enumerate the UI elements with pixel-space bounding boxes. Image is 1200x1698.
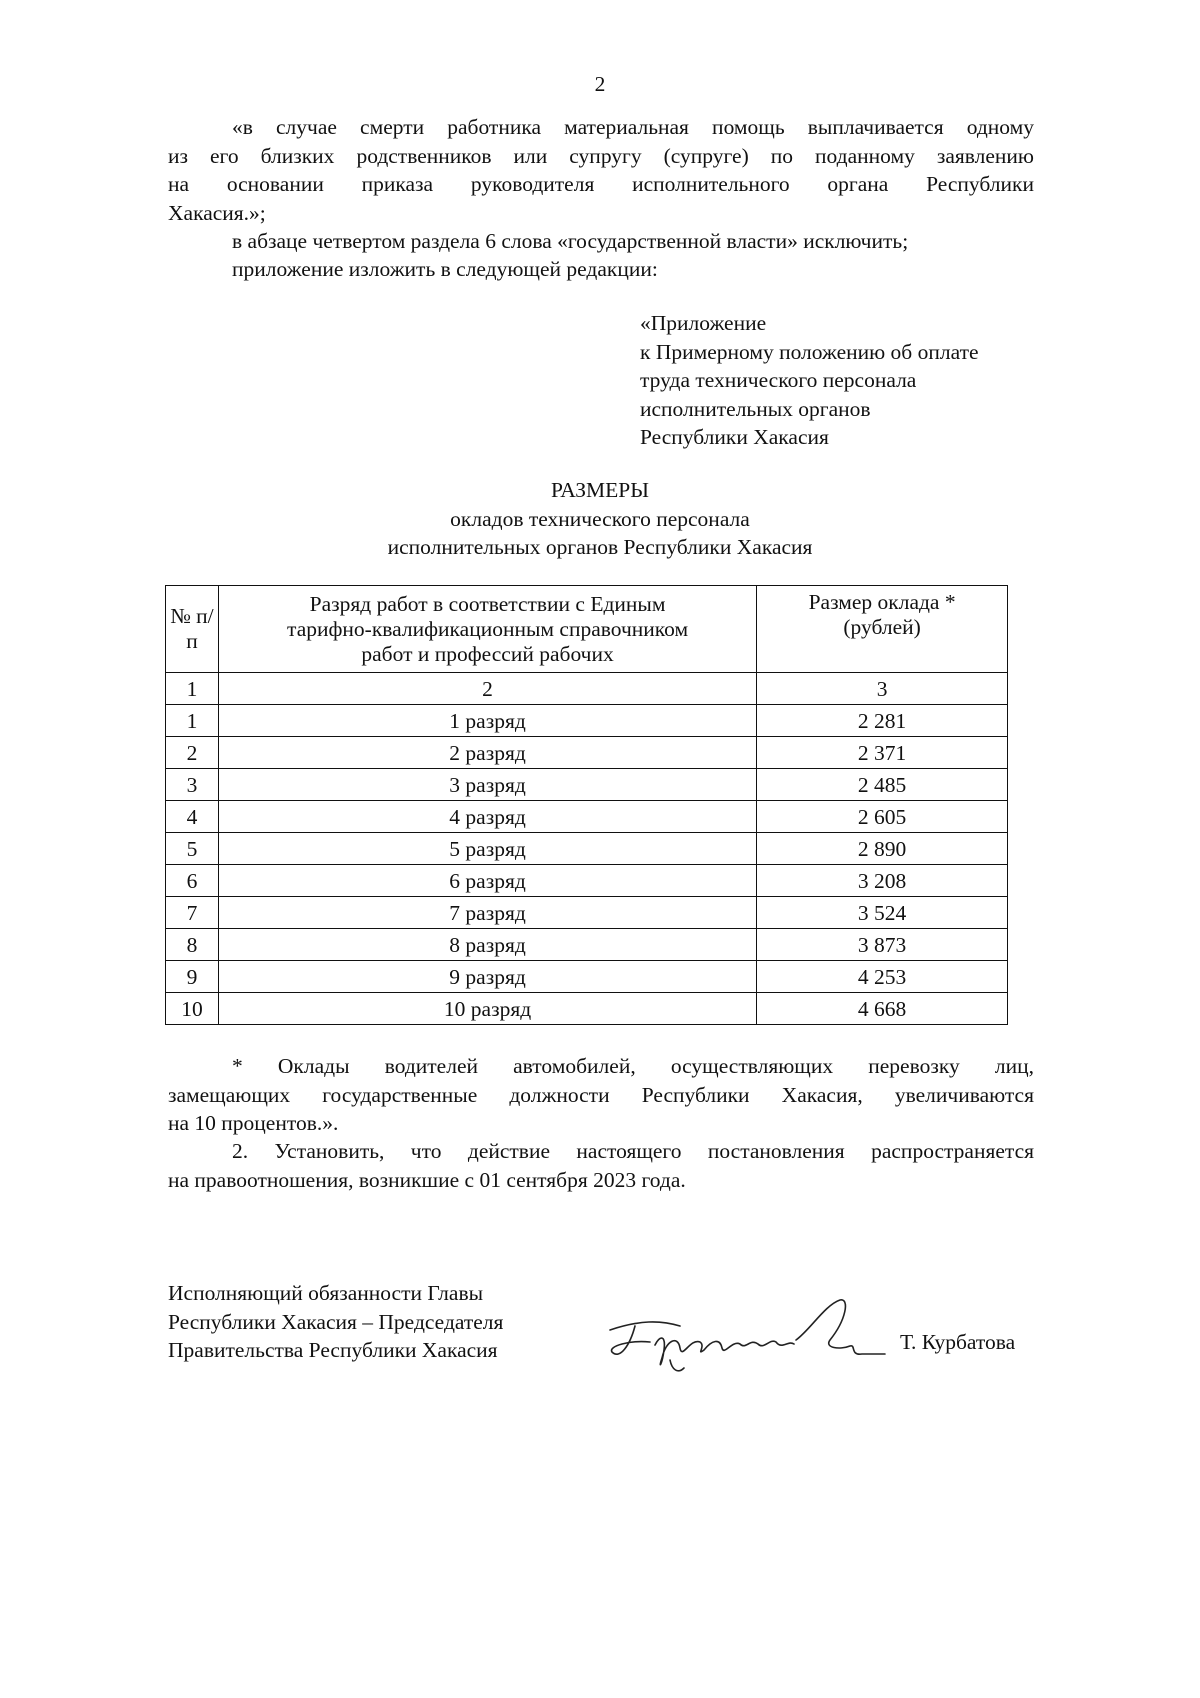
row-number-cell: 8	[166, 929, 219, 961]
subtitle-line: исполнительных органов Республики Хакасия	[387, 535, 813, 559]
footnote	[168, 1052, 1034, 1138]
signer-name: Т. Курбатова	[900, 1330, 1016, 1354]
page-number: 2	[594, 72, 606, 96]
text-line: Республики Хакасия	[640, 425, 829, 449]
text-line: «в случае смерти работника материальная помощь выплачивается одному	[232, 115, 1034, 139]
table-row	[166, 769, 1008, 801]
grade-cell: 4 разряд	[218, 801, 756, 833]
table-row	[166, 929, 1008, 961]
table-row	[166, 897, 1008, 929]
header-cell: Разряд работ в соответствии с Единым тарифно-квалификационным справочником работ и профессий рабочих	[218, 586, 756, 673]
text-line: исполнительных органов	[640, 396, 871, 421]
handwritten-signature	[600, 1290, 890, 1380]
row-number-cell: 10	[166, 993, 219, 1025]
appendix-header	[640, 309, 979, 452]
row-number-cell: 5	[166, 833, 219, 865]
salary-cell: 2 485	[757, 769, 1008, 801]
row-number-cell: 7	[166, 897, 219, 929]
grade-cell: 10 разряд	[218, 993, 756, 1025]
salary-table	[165, 585, 1008, 1025]
table-header-row	[166, 586, 1008, 673]
signatory-title	[168, 1279, 503, 1365]
text-line: из его близких родственников или супругу (супруге) по поданному заявлению	[168, 143, 1034, 168]
salary-cell: 3 524	[757, 897, 1008, 929]
salary-cell: 2 371	[757, 737, 1008, 769]
table-row	[166, 993, 1008, 1025]
cell: 2	[218, 673, 756, 705]
row-number-cell: 9	[166, 961, 219, 993]
text-line: на правоотношения, возникшие с 01 сентября 2023 года.	[168, 1167, 686, 1192]
row-number-cell: 6	[166, 865, 219, 897]
row-number-cell: 1	[166, 705, 219, 737]
salary-cell: 2 281	[757, 705, 1008, 737]
header-cell: Размер оклада * (рублей)	[757, 586, 1008, 673]
grade-cell: 9 разряд	[218, 961, 756, 993]
row-number-cell: 4	[166, 801, 219, 833]
table-row	[166, 865, 1008, 897]
row-number-cell: 2	[166, 737, 219, 769]
table-row	[166, 705, 1008, 737]
text-line: 2. Установить, что действие настоящего постановления распространяется	[232, 1139, 1034, 1163]
salary-cell: 4 253	[757, 961, 1008, 993]
grade-cell: 2 разряд	[218, 737, 756, 769]
grade-cell: 3 разряд	[218, 769, 756, 801]
text-line: на 10 процентов.».	[168, 1111, 339, 1135]
paragraph: приложение изложить в следующей редакции:	[232, 257, 658, 281]
text-line: труда технического персонала	[640, 368, 917, 392]
text-line: * Оклады водителей автомобилей, осуществляющих перевозку лиц,	[232, 1054, 1034, 1078]
text-line: на основании приказа руководителя исполнительного органа Республики	[168, 172, 1034, 196]
subtitle-line: окладов технического персонала	[450, 506, 750, 531]
text-line: к Примерному положению об оплате	[640, 339, 979, 364]
salary-cell: 4 668	[757, 993, 1008, 1025]
grade-cell: 8 разряд	[218, 929, 756, 961]
text-line: Хакасия.»;	[168, 200, 266, 225]
text-line: Правительства Республики Хакасия	[168, 1338, 498, 1362]
text-line: Исполняющий обязанности Главы	[168, 1281, 484, 1305]
grade-cell: 6 разряд	[218, 865, 756, 897]
title: РАЗМЕРЫ	[551, 478, 649, 502]
text-line: замещающих государственные должности Республики Хакасия, увеличиваются	[168, 1082, 1034, 1107]
grade-cell: 1 разряд	[218, 705, 756, 737]
intro-paragraph	[168, 113, 1034, 227]
grade-cell: 7 разряд	[218, 897, 756, 929]
grade-cell: 5 разряд	[218, 833, 756, 865]
header-cell: № п/п	[166, 586, 219, 673]
table-row	[166, 961, 1008, 993]
salary-cell: 3 208	[757, 865, 1008, 897]
cell: 1	[166, 673, 219, 705]
text-line: «Приложение	[640, 311, 767, 335]
salary-cell: 3 873	[757, 929, 1008, 961]
salary-cell: 2 605	[757, 801, 1008, 833]
paragraph: в абзаце четвертом раздела 6 слова «государственной власти» исключить;	[232, 229, 909, 253]
table-row	[166, 833, 1008, 865]
table-row	[166, 737, 1008, 769]
row-number-cell: 3	[166, 769, 219, 801]
point-2	[168, 1137, 1034, 1194]
text-line: Республики Хакасия – Председателя	[168, 1309, 504, 1334]
table-row	[166, 801, 1008, 833]
document-title	[0, 476, 1200, 562]
salary-cell: 2 890	[757, 833, 1008, 865]
numbering-row	[166, 673, 1008, 705]
cell: 3	[757, 673, 1008, 705]
